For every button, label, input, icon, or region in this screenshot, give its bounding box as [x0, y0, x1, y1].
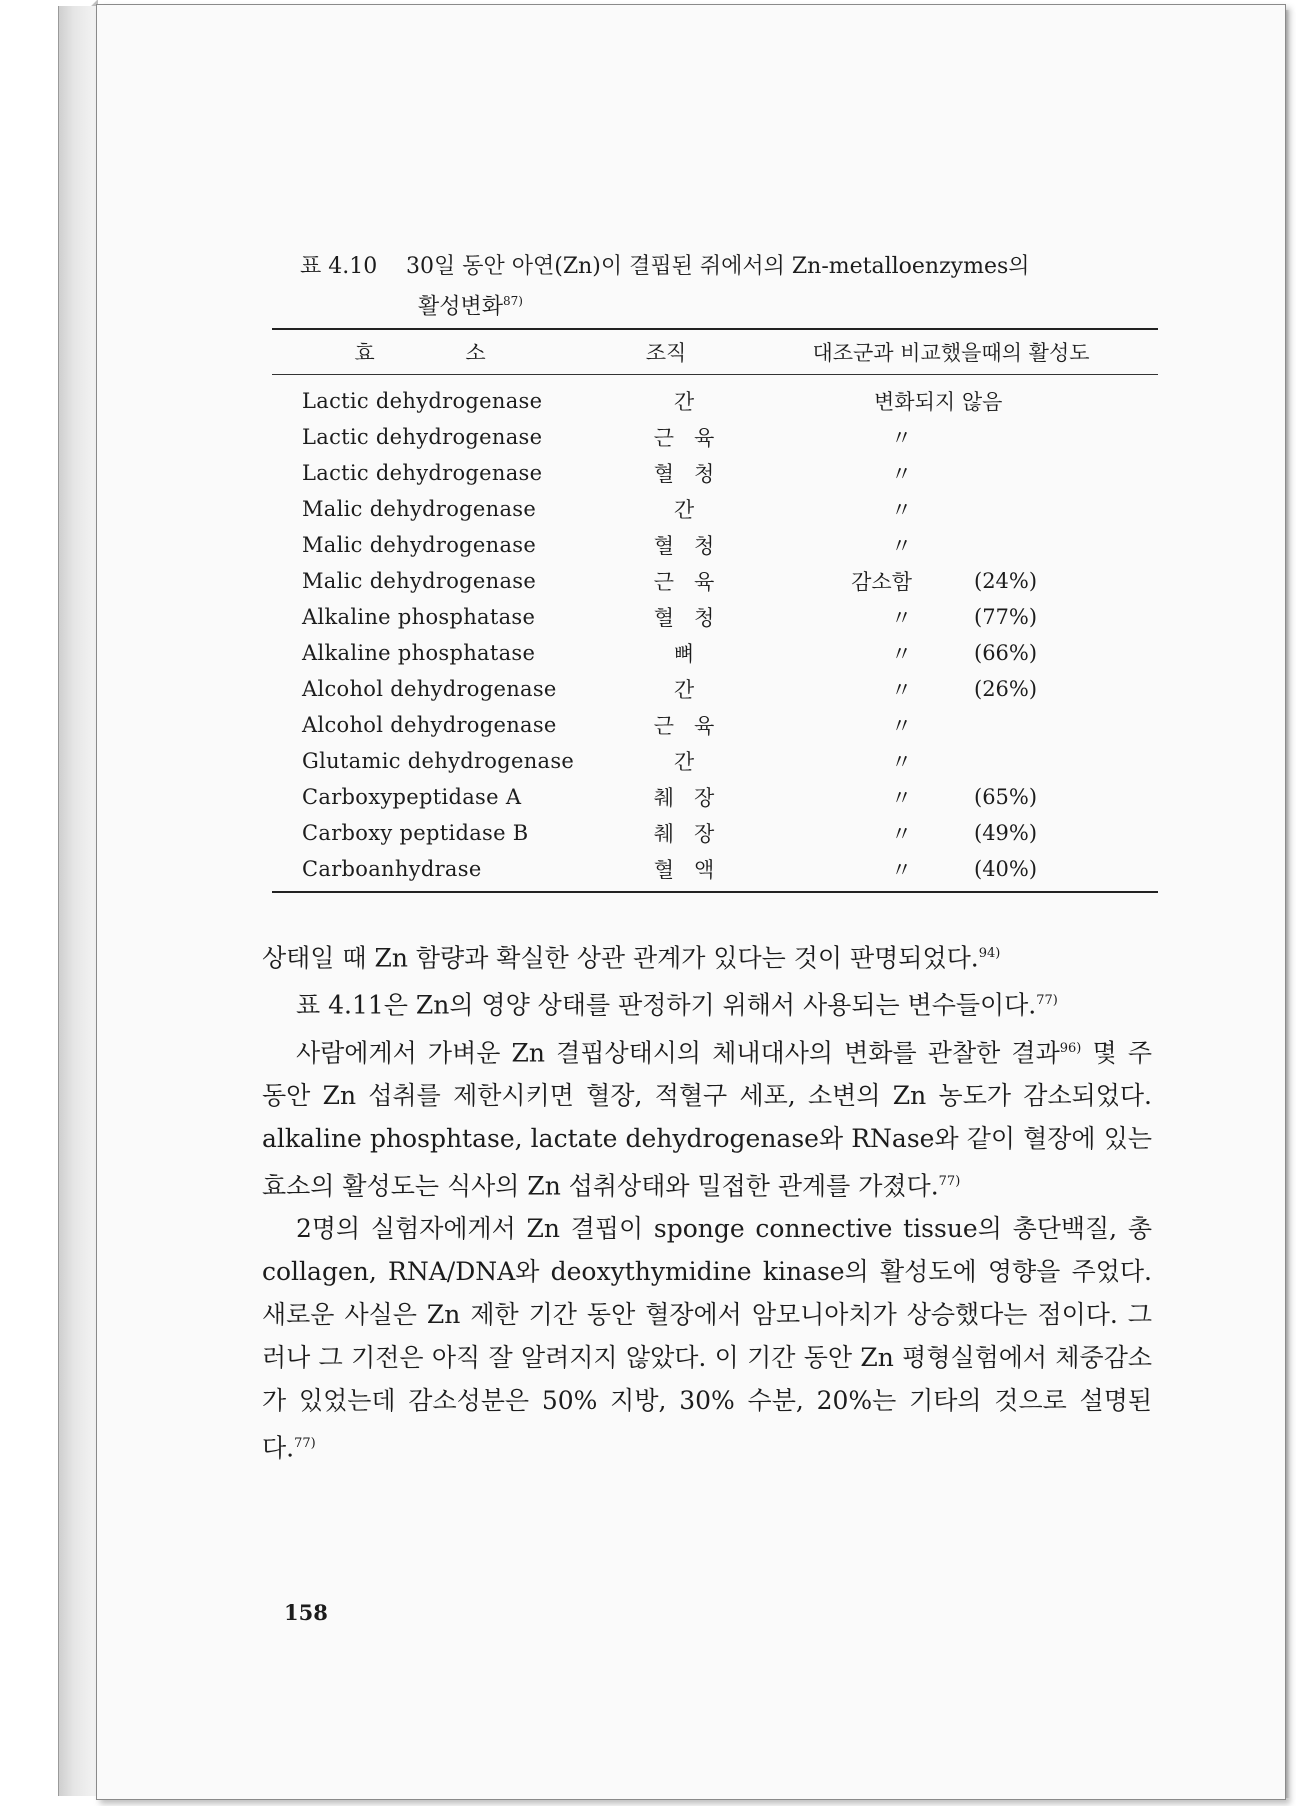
table-body — [272, 375, 1158, 891]
cell-activity: 〃 — [891, 426, 912, 450]
cell-tissue: 혈액 — [653, 858, 735, 882]
table-row — [272, 527, 1158, 563]
table-row — [272, 419, 1158, 455]
paragraph-2 — [262, 979, 1152, 1026]
cell-activity: 감소함 — [851, 570, 912, 594]
paragraph-3-text-b: 몇 주 동안 Zn 섭취를 제한시키면 혈장, 적혈구 세포, 소변의 Zn 농도가 감소되었다. alkaline phosphtase, lactate dehydrogenase와 RNase와 같이 혈장에 있는 효소의 활성도는 식사의 Zn 섭취상태와 밀접한 관계를 가졌다. — [262, 1037, 1153, 1201]
table-row — [272, 671, 1158, 707]
table-row — [272, 491, 1158, 527]
cell-enzyme: Lactic dehydrogenase — [302, 389, 543, 413]
cell-percent: (26%) — [974, 677, 1038, 701]
cell-activity: 〃 — [891, 678, 912, 702]
cell-percent: (77%) — [974, 605, 1038, 629]
cell-activity: 〃 — [891, 534, 912, 558]
cell-activity: 〃 — [891, 498, 912, 522]
table-row — [272, 599, 1158, 635]
cell-percent: (49%) — [974, 821, 1038, 845]
caption-number: 표 4.10 — [300, 254, 378, 279]
caption-reference: 87) — [503, 294, 523, 308]
body-text — [262, 932, 1152, 1470]
cell-tissue: 근육 — [653, 426, 735, 450]
cell-tissue: 혈청 — [653, 606, 735, 630]
cell-tissue: 간 — [673, 498, 715, 522]
enzyme-activity-table — [272, 328, 1158, 893]
table-row — [272, 635, 1158, 671]
cell-enzyme: Malic dehydrogenase — [302, 569, 537, 593]
table-row — [272, 779, 1158, 815]
paragraph-4-text: 2명의 실험자에게서 Zn 결핍이 sponge connective tissue의 총단백질, 총 collagen, RNA/DNA와 deoxythymidine kinase의 활성도에 영향을 주었다. 새로운 사실은 Zn 제한 기간 동안 혈장에서 암모니아치가 상승했다는 점이다. 그러나 그 기전은 아직 잘 알려지지 않았다. 이 기간 동안 Zn 평형실험에서 체중감소가 있었는데 감소성분은 50% 지방, 30% 수분, 20%는 기타의 것으로 설명된다. — [262, 1214, 1152, 1463]
cell-activity: 〃 — [891, 606, 912, 630]
cell-tissue: 췌장 — [653, 786, 735, 810]
table-row — [272, 563, 1158, 599]
cell-activity: 〃 — [891, 462, 912, 486]
caption-title: 30일 동안 아연(Zn)이 결핍된 쥐에서의 Zn-metalloenzymes의 — [406, 254, 1030, 279]
table-header-row — [272, 330, 1158, 374]
table-caption — [300, 250, 1170, 324]
cell-percent: (40%) — [974, 857, 1038, 881]
caption-line-1 — [300, 250, 1170, 284]
header-enzyme: 효 소 — [354, 341, 528, 365]
caption-line-2 — [300, 284, 1170, 324]
cell-enzyme: Malic dehydrogenase — [302, 533, 537, 557]
reference-mark: 94) — [978, 946, 1001, 961]
paragraph-1 — [262, 932, 1152, 979]
cell-activity: 변화되지 않음 — [874, 390, 1003, 414]
header-activity: 대조군과 비교했을때의 활성도 — [812, 341, 1090, 365]
cell-enzyme: Alkaline phosphatase — [302, 605, 536, 629]
table-row — [272, 851, 1158, 887]
cell-tissue: 간 — [673, 678, 715, 702]
reference-mark: 77) — [294, 1436, 316, 1452]
table-bottom-rule — [272, 891, 1158, 893]
paragraph-3-text-a: 사람에게서 가벼운 Zn 결핍상태시의 체내대사의 변화를 관찰한 결과 — [296, 1037, 1060, 1067]
cell-activity: 〃 — [891, 786, 912, 810]
cell-percent: (24%) — [974, 569, 1038, 593]
cell-enzyme: Carboxy peptidase B — [302, 821, 529, 845]
cell-tissue: 간 — [673, 390, 715, 414]
paragraph-3 — [262, 1027, 1152, 1208]
book-spine — [58, 6, 97, 1796]
cell-enzyme: Lactic dehydrogenase — [302, 425, 543, 449]
reference-mark: 77) — [938, 1173, 961, 1189]
cell-enzyme: Alkaline phosphatase — [302, 641, 536, 665]
cell-enzyme: Carboxypeptidase A — [302, 785, 522, 809]
cell-enzyme: Alcohol dehydrogenase — [302, 677, 557, 701]
paragraph-1-text: 상태일 때 Zn 함량과 확실한 상관 관계가 있다는 것이 판명되었다. — [262, 943, 979, 973]
cell-tissue: 간 — [673, 750, 715, 774]
table-row — [272, 455, 1158, 491]
table-row — [272, 743, 1158, 779]
table-row — [272, 815, 1158, 851]
cell-tissue: 혈청 — [653, 534, 735, 558]
cell-activity: 〃 — [891, 822, 912, 846]
cell-percent: (66%) — [974, 641, 1038, 665]
page-number: 158 — [284, 1600, 328, 1625]
table-row — [272, 383, 1158, 419]
cell-enzyme: Lactic dehydrogenase — [302, 461, 543, 485]
paragraph-4 — [262, 1207, 1152, 1469]
cell-tissue: 근육 — [653, 570, 735, 594]
reference-mark: 96) — [1059, 1040, 1082, 1056]
cell-activity: 〃 — [891, 642, 912, 666]
caption-title-cont: 활성변화 — [418, 294, 504, 320]
cell-activity: 〃 — [891, 714, 912, 738]
table-row — [272, 707, 1158, 743]
cell-enzyme: Alcohol dehydrogenase — [302, 713, 557, 737]
cell-tissue: 근육 — [653, 714, 735, 738]
cell-tissue: 췌장 — [653, 822, 735, 846]
cell-percent: (65%) — [974, 785, 1038, 809]
paragraph-2-text: 표 4.11은 Zn의 영양 상태를 판정하기 위해서 사용되는 변수들이다. — [296, 990, 1037, 1020]
cell-activity: 〃 — [891, 750, 912, 774]
reference-mark: 77) — [1036, 993, 1058, 1009]
cell-enzyme: Malic dehydrogenase — [302, 497, 537, 521]
cell-activity: 〃 — [891, 858, 912, 882]
cell-tissue: 뼈 — [673, 642, 715, 666]
cell-enzyme: Carboanhydrase — [302, 857, 482, 881]
header-tissue: 조직 — [645, 341, 687, 365]
cell-tissue: 혈청 — [653, 462, 735, 486]
cell-enzyme: Glutamic dehydrogenase — [302, 749, 575, 773]
